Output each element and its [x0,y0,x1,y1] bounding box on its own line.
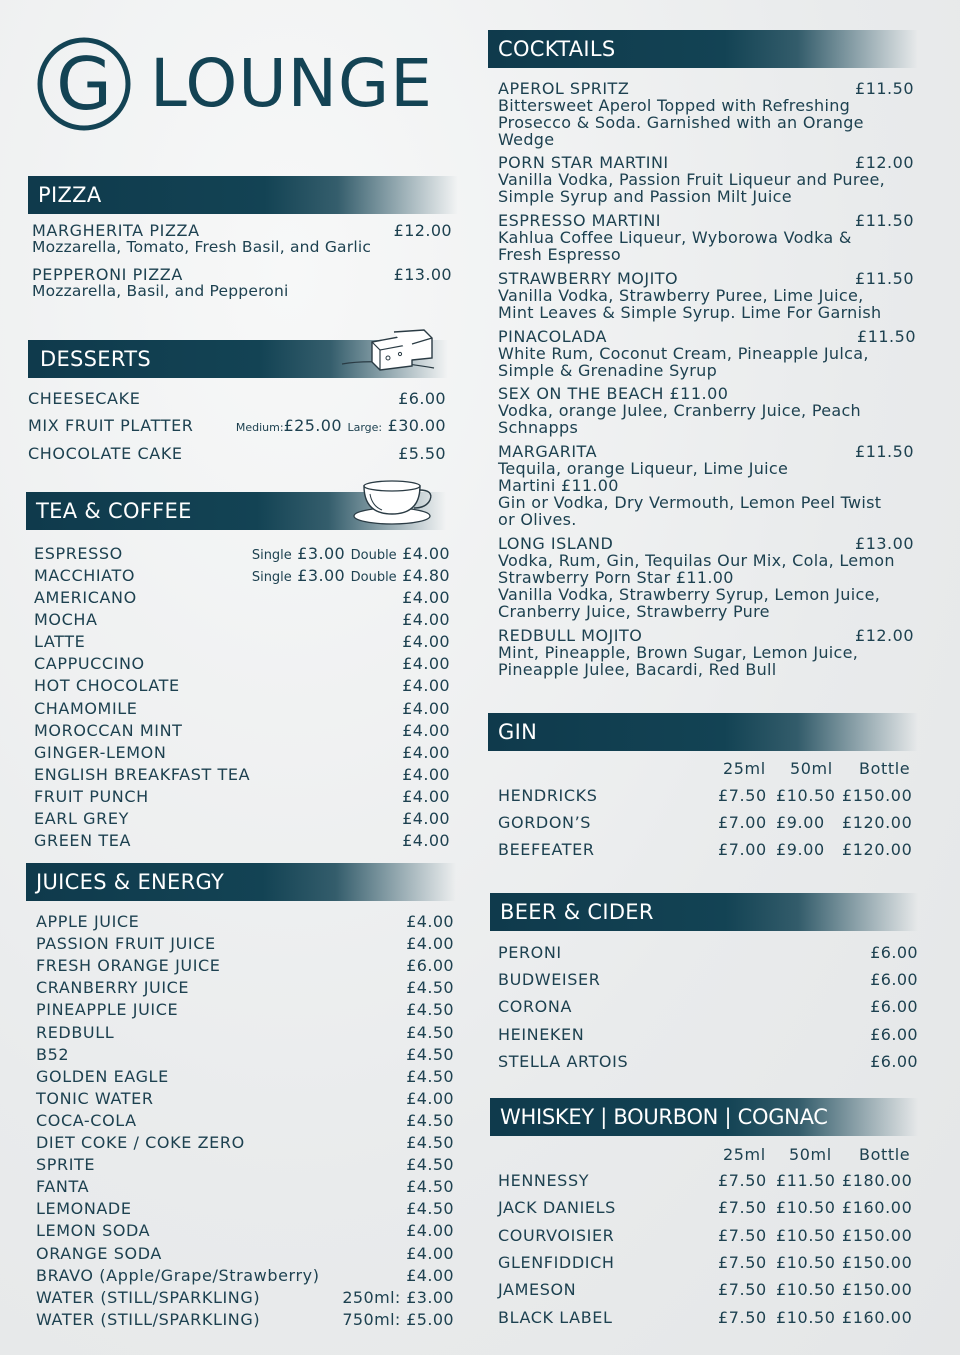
price-50ml: £10.50 [776,786,836,805]
cocktail-desc-line: Schnapps [498,418,579,437]
item-name: HENDRICKS [498,786,598,805]
pizza-header: PIZZA [28,176,458,214]
item-price: £6.00 [870,970,918,990]
cocktail-desc-line: White Rum, Coconut Cream, Pineapple Julca, [498,344,869,363]
juices-item [36,1221,454,1240]
price-bottle: £160.00 [842,1198,913,1218]
price-25ml: £7.50 [718,1171,767,1190]
item-price: £4.50 [406,1177,454,1197]
item-name: APPLE JUICE [36,912,140,931]
item-name: LATTE [34,632,86,652]
price-bottle: £150.00 [842,786,913,805]
tea_coffee-item [34,809,450,828]
item-name: AMERICANO [34,588,137,607]
item-name: BRAVO (Apple/Grape/Strawberry) [36,1265,320,1285]
item-name: FANTA [36,1177,90,1197]
item-price: £4.00 [406,1243,454,1263]
cocktail-desc-line: or Olives. [498,510,577,529]
cocktail-price: £11.50 [855,79,914,98]
cocktail-desc-line: Wedge [498,130,555,149]
tea_coffee-item [34,699,450,718]
cocktail-desc-line: Kahlua Coffee Liqueur, Wyborowa Vodka & [498,228,852,247]
gin-header: GIN [488,713,918,751]
price-50ml: £9.00 [776,813,825,832]
tea_coffee-item [34,831,450,850]
cocktail-name: REDBULL MOJITO [498,626,643,645]
whiskey-item [498,1280,918,1300]
item-price: £4.00 [402,676,450,696]
gin-item [498,813,918,833]
whiskey-header: WHISKEY | BOURBON | COGNAC [490,1098,918,1136]
price-25ml: £7.50 [718,1225,767,1245]
whiskey-item [498,1308,918,1328]
tea_coffee-item [34,588,450,607]
juices-item [36,1244,454,1263]
tea-coffee-header: TEA & COFFEE [26,492,446,530]
item-price: £4.00 [402,610,450,630]
item-name: COURVOISIER [498,1225,615,1245]
cocktails-header: COCKTAILS [488,30,918,68]
item-name: LEMONADE [36,1199,132,1219]
tea_coffee-item [34,676,450,695]
price-50ml: £10.50 [776,1198,836,1218]
dessert-item: MIX FRUIT PLATTER Medium:£25.00 Large: £30.00 [28,416,446,435]
cocktail-desc-line: Cranberry Juice, Strawberry Pure [498,602,770,621]
price-50ml: £9.00 [776,840,825,859]
cocktail-desc-line: Mint Leaves & Simple Syrup. Lime For Garnish [498,303,882,322]
pizza-item: MARGHERITA PIZZA £12.00 [32,221,452,240]
item-name: CRANBERRY JUICE [36,978,190,998]
cocktail-desc-line: Prosecco & Soda. Garnished with an Orange [498,113,864,132]
item-price: £6.00 [870,943,918,962]
juices-item [36,1177,454,1196]
item-price: £4.50 [406,978,454,998]
price-bottle: £150.00 [842,1280,913,1300]
item-price: £6.00 [870,1051,918,1071]
juices-item [36,1310,454,1329]
item-name: WATER (STILL/SPARKLING) [36,1287,261,1307]
brand-name: LOUNGE [150,45,433,122]
item-name: JACK DANIELS [498,1198,616,1218]
cocktail-price: £11.50 [857,327,916,346]
logo-letter: G [56,42,112,126]
item-price: £4.50 [406,1044,454,1064]
item-name: EARL GREY [34,809,129,828]
item-name: ENGLISH BREAKFAST TEA [34,764,251,784]
item-name: ORANGE SODA [36,1243,162,1263]
price-bottle: £150.00 [842,1225,913,1245]
tea_coffee-item [34,743,450,762]
cocktail-desc-line: Simple Syrup and Passion Milt Juice [498,187,792,206]
item-name: DIET COKE / COKE ZERO [36,1133,245,1152]
item-price: £4.00 [402,632,450,652]
dessert-item: CHOCOLATE CAKE £5.50 [28,444,446,463]
beer-item [498,997,918,1016]
gin-column-headers: 25ml 50ml Bottle [723,759,911,778]
item-price: 750ml: £5.00 [342,1309,454,1329]
price-bottle: £160.00 [842,1307,913,1327]
beer-item [498,943,918,962]
juices-item [36,1155,454,1174]
item-name: BLACK LABEL [498,1307,613,1327]
whiskey-item [498,1226,918,1246]
item-name: LEMON SODA [36,1221,151,1241]
juices-item [36,956,454,975]
price-25ml: £7.50 [718,1280,767,1300]
cocktail-name: APEROL SPRITZ [498,79,630,98]
cocktail-desc-line: Vodka, orange Julee, Cranberry Juice, Peach [498,401,861,420]
price-25ml: £7.50 [718,1198,767,1218]
juices-item [36,1266,454,1285]
tea_coffee-item [34,610,450,629]
item-name: CHAMOMILE [34,698,138,718]
gin-item [498,840,918,860]
juices-item [36,1089,454,1108]
item-name: GOLDEN EAGLE [36,1066,169,1086]
item-name: SPRITE [36,1155,96,1175]
beer-item [498,970,918,989]
juices-item [36,912,454,931]
tea_coffee-item [34,787,450,806]
price-25ml: £7.00 [718,840,767,859]
cheese-sketch-icon [336,328,446,378]
price-bottle: £120.00 [842,840,913,859]
price-25ml: £7.00 [718,813,767,832]
item-price: £4.50 [406,1133,454,1152]
item-name: CORONA [498,997,572,1017]
item-name: REDBULL [36,1022,115,1042]
beer-item [498,1025,918,1044]
tea-item: ESPRESSO Single £3.00 Double £4.00 [34,544,450,563]
cocktail-price: £12.00 [855,153,914,172]
whiskey-column-headers: 25ml 50ml Bottle [723,1145,911,1164]
price-50ml: £11.50 [776,1171,836,1190]
item-name: MOROCCAN MINT [34,720,183,740]
price-50ml: £10.50 [776,1280,836,1300]
item-name: TONIC WATER [36,1088,154,1108]
item-price: £6.00 [870,997,918,1017]
pizza-item: PEPPERONI PIZZA £13.00 [32,265,452,284]
cocktail-desc-line: Pineapple Julee, Bacardi, Red Bull [498,660,777,679]
price-25ml: £7.50 [718,786,767,805]
juices-item [36,1133,454,1152]
cocktail-price: £11.50 [855,211,914,230]
item-price: £4.00 [402,764,450,784]
item-name: PASSION FRUIT JUICE [36,934,216,954]
cocktail-desc-line: Vanilla Vodka, Strawberry Syrup, Lemon Juice, [498,585,881,604]
item-name: GINGER-LEMON [34,742,167,762]
item-price: £6.00 [870,1024,918,1044]
price-50ml: £10.50 [776,1225,836,1245]
item-price: £4.00 [406,934,454,954]
item-price: £4.50 [406,1110,454,1130]
item-name: GLENFIDDICH [498,1252,615,1272]
cocktail-price: £11.50 [855,269,914,288]
cocktail-name: LONG ISLAND [498,534,614,553]
item-name: PERONI [498,943,562,962]
item-price: £4.50 [406,1155,454,1175]
cocktail-price: £12.00 [855,626,914,645]
desserts-header: DESSERTS [28,340,448,378]
item-price: £4.00 [406,1221,454,1241]
whiskey-item [498,1198,918,1218]
cocktail-name: MARGARITA [498,442,598,461]
item-price: £4.00 [402,742,450,762]
cocktail-desc-line: Strawberry Porn Star £11.00 [498,568,734,587]
cocktail-name: ESPRESSO MARTINI [498,211,662,230]
item-price: 250ml: £3.00 [342,1287,454,1307]
item-name: WATER (STILL/SPARKLING) [36,1309,261,1329]
tea_coffee-item [34,654,450,673]
item-name: MOCHA [34,610,98,630]
juices-item [36,1288,454,1307]
item-name: GORDON’S [498,813,592,832]
whiskey-item [498,1253,918,1273]
item-name: COCA-COLA [36,1110,137,1130]
item-price: £4.00 [406,1265,454,1285]
item-price: £4.00 [402,786,450,806]
item-name: HENNESSY [498,1171,590,1190]
cocktail-desc-line: Vanilla Vodka, Passion Fruit Liqueur and Puree, [498,170,886,189]
price-bottle: £120.00 [842,813,913,832]
item-price: £4.50 [406,1000,454,1020]
item-name: B52 [36,1044,70,1064]
item-price: £4.00 [402,720,450,740]
item-price: £4.50 [406,1199,454,1219]
juices-item [36,1023,454,1042]
cocktail-desc-line: Mint, Pineapple, Brown Sugar, Lemon Juice, [498,643,859,662]
price-50ml: £10.50 [776,1307,836,1327]
whiskey-item [498,1171,918,1191]
pizza-desc: Mozzarella, Basil, and Pepperoni [32,282,289,300]
cocktail-name: PORN STAR MARTINI [498,153,669,172]
gin-item [498,786,918,806]
juices-item [36,978,454,997]
item-name: JAMESON [498,1280,577,1300]
item-name: FRESH ORANGE JUICE [36,956,221,976]
beer-header: BEER & CIDER [490,893,918,931]
juices-item [36,1111,454,1130]
cocktail-desc-line: Vanilla Vodka, Strawberry Puree, Lime Juice, [498,286,864,305]
cocktail-name: SEX ON THE BEACH £11.00 [498,384,729,403]
juices-item [36,1045,454,1064]
price-25ml: £7.50 [718,1307,767,1327]
item-name: HEINEKEN [498,1024,585,1044]
item-price: £4.00 [406,1088,454,1108]
item-price: £6.00 [406,956,454,976]
cocktail-price: £13.00 [855,534,914,553]
item-price: £4.50 [406,1022,454,1042]
item-name: STELLA ARTOIS [498,1051,629,1071]
pizza-desc: Mozzarella, Tomato, Fresh Basil, and Garlic [32,238,372,256]
item-price: £4.00 [402,809,450,828]
juices-item [36,934,454,953]
cocktail-desc-line: Martini £11.00 [498,476,619,495]
juices-item [36,1067,454,1086]
juices-header: JUICES & ENERGY [26,863,456,901]
price-bottle: £150.00 [842,1252,913,1272]
cocktail-desc-line: Gin or Vodka, Dry Vermouth, Lemon Peel Twist [498,493,882,512]
juices-item [36,1199,454,1218]
item-name: PINEAPPLE JUICE [36,1000,179,1020]
logo [36,36,436,136]
cocktail-desc-line: Vodka, Rum, Gin, Tequilas Our Mix, Cola, Lemon [498,551,895,570]
tea-item: MACCHIATO Single £3.00 Double £4.80 [34,566,450,585]
item-name: BEEFEATER [498,840,595,859]
price-bottle: £180.00 [842,1171,913,1190]
item-price: £4.50 [406,1066,454,1086]
tea_coffee-item [34,721,450,740]
item-price: £4.00 [402,698,450,718]
juices-item [36,1000,454,1019]
cocktail-desc-line: Tequila, orange Liqueur, Lime Juice [498,459,789,478]
item-price: £4.00 [402,588,450,607]
coffee-cup-icon [350,478,440,528]
item-name: BUDWEISER [498,970,601,990]
price-50ml: £10.50 [776,1252,836,1272]
cocktail-desc-line: Fresh Espresso [498,245,622,264]
price-25ml: £7.50 [718,1252,767,1272]
item-price: £4.00 [402,831,450,851]
cocktail-name: PINACOLADA [498,327,607,346]
item-name: HOT CHOCOLATE [34,676,180,696]
tea_coffee-item [34,632,450,651]
item-name: FRUIT PUNCH [34,786,149,806]
item-name: CAPPUCCINO [34,654,145,674]
item-price: £4.00 [406,912,454,931]
tea_coffee-item [34,765,450,784]
item-price: £4.00 [402,654,450,674]
cocktail-desc-line: Bittersweet Aperol Topped with Refreshing [498,96,851,115]
cocktail-price: £11.50 [855,442,914,461]
beer-item [498,1052,918,1071]
dessert-item: CHEESECAKE £6.00 [28,389,446,408]
cocktail-desc-line: Simple & Grenadine Syrup [498,361,718,380]
item-name: GREEN TEA [34,831,132,851]
cocktail-name: STRAWBERRY MOJITO [498,269,679,288]
